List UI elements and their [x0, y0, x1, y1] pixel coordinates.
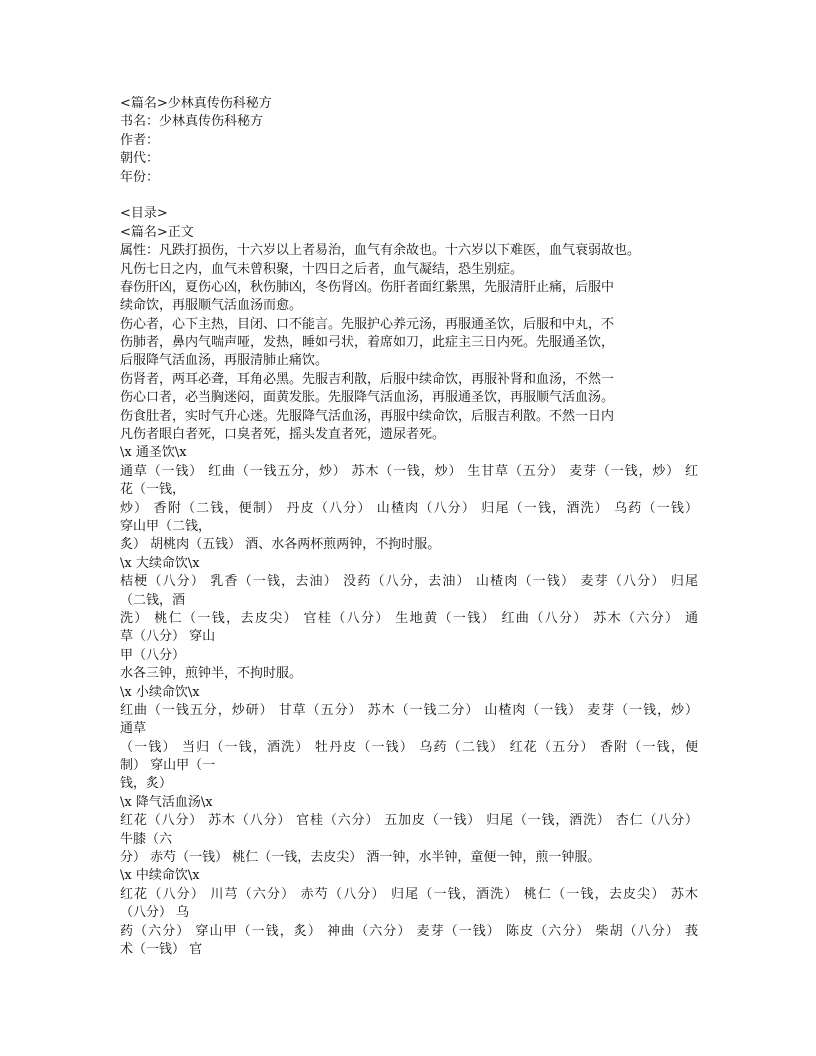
title-heading: <篇名>少林真传伤科秘方 [120, 96, 272, 111]
recipe-line: 甲（八分） [120, 647, 186, 663]
recipe-line: 术（一钱） 官 [120, 941, 203, 957]
body-line: 续命饮，再服顺气活血汤而愈。 [120, 298, 303, 314]
recipe-line: 炙） 胡桃肉（五钱） 酒、水各两杯煎两钟，不拘时服。 [120, 537, 441, 553]
recipe-line: 炒） 香附（二钱，便制） 丹皮（八分） 山楂肉（八分） 归尾（一钱，酒洗） 乌药（一钱） [120, 500, 698, 516]
recipe-line: 牛膝（六 [120, 831, 173, 847]
dynasty-field: 朝代： [120, 151, 160, 167]
year-field: 年份： [120, 169, 160, 185]
body-line: 后服降气活血汤，再服清肺止痛饮。 [120, 353, 329, 369]
body-line: 属性：凡跌打损伤，十六岁以上者易治，血气有余故也。十六岁以下难医，血气衰弱故也。 [120, 243, 641, 259]
recipe-title-xiaoxuming: \x 小续命饮\x [120, 684, 200, 700]
body-line: 伤肺者，鼻内气喘声哑，发热，睡如弓状，着席如刀，此症主三日内死。先服通圣饮， [120, 335, 615, 351]
recipe-line: 草（八分） 穿山 [120, 629, 216, 645]
recipe-line: （八分） 乌 [120, 905, 190, 921]
recipe-line: 钱，炙） [120, 776, 173, 792]
body-line: 凡伤者眼白者死，口臭者死，摇头发直者死，遗尿者死。 [120, 427, 446, 443]
body-line: 伤心者，心下主热，目闭、口不能言。先服护心养元汤，再服通圣饮，后服和中丸，不 [120, 316, 615, 332]
spacer [120, 187, 698, 205]
recipe-line: 通草（一钱） 红曲（一钱五分，炒） 苏木（一钱，炒） 生甘草（五分） 麦芽（一钱，炒） 红 [120, 463, 698, 479]
recipe-line: 花（一钱， [120, 482, 186, 498]
recipe-line: 洗） 桃仁（一钱，去皮尖） 官桂（八分） 生地黄（一钱） 红曲（八分） 苏木（六分） 通 [120, 610, 698, 626]
recipe-line: 穿山甲（二钱， [120, 518, 212, 534]
document-page [120, 95, 698, 959]
book-name: 书名：少林真传伤科秘方 [120, 114, 264, 130]
recipe-line: 水各三钟，煎钟半，不拘时服。 [120, 666, 303, 682]
recipe-line: 分） 赤芍（一钱） 桃仁（一钱，去皮尖） 酒一钟，水半钟，童便一钟，煎一钟服。 [120, 850, 601, 866]
author-field: 作者： [120, 132, 160, 148]
recipe-line: （二钱，酒 [120, 592, 186, 608]
recipe-title-jiangqi: \x 降气活血汤\x [120, 794, 213, 810]
recipe-title-zhongxuming: \x 中续命饮\x [120, 868, 200, 884]
recipe-line: 桔梗（八分） 乳香（一钱，去油） 没药（八分，去油） 山楂肉（一钱） 麦芽（八分） 归尾 [120, 574, 698, 590]
recipe-line: 红花（八分） 苏木（八分） 官桂（六分） 五加皮（一钱） 归尾（一钱，酒洗） 杏仁（八分） [120, 813, 698, 829]
body-line: 凡伤七日之内，血气未曾积聚，十四日之后者，血气凝结，恐生别症。 [120, 261, 524, 277]
body-line: 伤肾者，两耳必聋，耳角必黑。先服吉利散，后服中续命饮，再服补肾和血汤，不然一 [120, 371, 615, 387]
section-heading: <篇名>正文 [120, 224, 194, 240]
recipe-line: 红花（八分） 川芎（六分） 赤芍（八分） 归尾（一钱，酒洗） 桃仁（一钱，去皮尖） 苏木 [120, 886, 698, 902]
recipe-title-daxuming: \x 大续命饮\x [120, 555, 200, 571]
toc-heading: <目录> [120, 206, 168, 222]
recipe-line: 红曲（一钱五分，炒研） 甘草（五分） 苏木（一钱二分） 山楂肉（一钱） 麦芽（一钱，炒） [120, 702, 698, 718]
body-line: 春伤肝凶，夏伤心凶，秋伤肺凶，冬伤肾凶。伤肝者面红紫黑，先服清肝止痛，后服中 [120, 279, 615, 295]
recipe-line: （一钱） 当归（一钱，酒洗） 牡丹皮（一钱） 乌药（二钱） 红花（五分） 香附（一钱，便 [120, 739, 698, 755]
recipe-line: 药（六分） 穿山甲（一钱，炙） 神曲（六分） 麦芽（一钱） 陈皮（六分） 柴胡（八分） 莪 [120, 923, 698, 939]
recipe-title-tongsheng: \x 通圣饮\x [120, 445, 187, 461]
body-line: 伤心口者，必当胸迷闷，面黄发胀。先服降气活血汤，再服通圣饮，再服顺气活血汤。 [120, 390, 615, 406]
recipe-line: 制） 穿山甲（一 [120, 758, 216, 774]
body-line: 伤食肚者，实时气升心迷。先服降气活血汤，再服中续命饮，后服吉利散。不然一日内 [120, 408, 615, 424]
recipe-line: 通草 [120, 721, 147, 737]
